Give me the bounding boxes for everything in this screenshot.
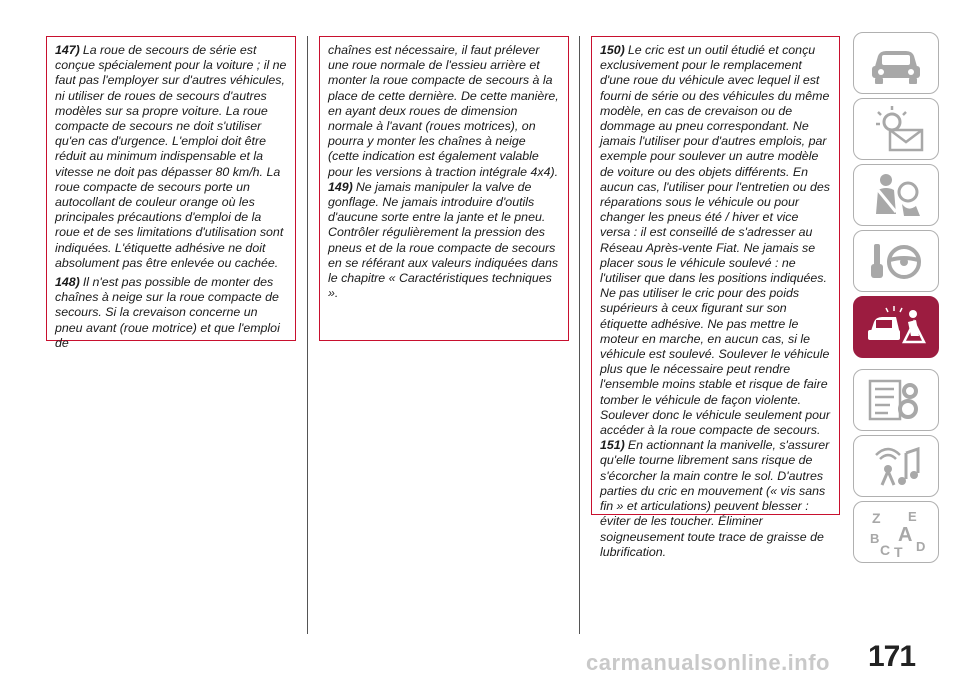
note-number: 147) — [55, 43, 80, 57]
key-steering-wheel-icon — [864, 234, 928, 288]
index-letter: T — [894, 544, 903, 559]
note-text: Le cric est un outil étudié et conçu exclusivement pour le remplacement d'une roue du véhicule avec lequel il est fourni de série ou des véhicules du même modèle, en cas de crevaison ou de dommage au pneu correspondant. Ne jamais l'utiliser pour d'autres emplois, par exemple pour soulever un autre modèle de voiture ou des objets différents. En aucun cas, l'utiliser pour l'entretien ou des réparations sous le véhicule ou pour changer les pneus été / hiver et vice versa : il est conseillé de s'adresser au Réseau Après-vente Fiat. Ne jamais se placer sous le véhicule soulevé : ne l'utiliser que dans les positions indiquées. Ne pas utiliser le cric pour des poids supérieurs à ceux figurant sur son étiquette adhésive. Ne pas mettre le moteur en marche, en aucun cas, si le véhicule est soulevé. Soulever le véhicule plus que le nécessaire peut rendre l'ensemble moins stable et risque de faire tomber le véhicule de façon violente. Soulever donc le véhicule seulement pour accéder à la roue compacte de secours. — [600, 43, 831, 438]
note-148 — [55, 275, 287, 351]
maintenance-gear-icon — [864, 373, 928, 427]
warning-note-column-1 — [46, 36, 296, 350]
note-text: Ne jamais manipuler la valve de gonflage. Ne jamais introduire d'outils d'aucune sorte entre la jante et le pneu. Contrôler régulièrement la pression des pneus et de la roue compacte de secours en se référant aux valeurs indiquées dans le chapitre « Caractéristiques techniques ». — [328, 179, 559, 301]
note-151 — [600, 438, 831, 560]
tab-emergency[interactable] — [853, 296, 939, 358]
tab-car[interactable] — [853, 32, 939, 94]
note-number: 151) — [600, 438, 625, 453]
note-150 — [600, 43, 831, 438]
alphabetical-index-icon — [864, 505, 928, 559]
tab-dashboard-lights[interactable] — [853, 98, 939, 160]
note-number: 149) — [328, 179, 353, 194]
multimedia-music-icon — [864, 439, 928, 493]
tab-multimedia[interactable] — [853, 435, 939, 497]
warning-note-column-2 — [319, 36, 569, 341]
car-icon — [864, 36, 928, 90]
index-letter: B — [870, 531, 880, 546]
column-divider — [579, 36, 580, 634]
tab-index[interactable] — [853, 501, 939, 563]
tab-starting-driving[interactable] — [853, 230, 939, 292]
index-letter: Z — [872, 510, 881, 526]
watermark: carmanualsonline.info — [586, 650, 830, 675]
note-text: Il n'est pas possible de monter des chaînes à neige sur la roue compacte de secours. Si la crevaison concerne un pneu avant (roue motrice) et que l'emploi de — [55, 275, 280, 350]
seatbelt-airbag-icon — [864, 168, 928, 222]
warning-note-column-3 — [591, 36, 840, 559]
page-number: 171 — [868, 640, 916, 673]
index-letter: C — [880, 542, 891, 558]
note-148-continued — [328, 43, 560, 180]
index-letter: A — [898, 524, 913, 546]
note-149 — [328, 180, 560, 302]
index-letter: E — [908, 509, 917, 524]
warning-light-envelope-icon — [864, 102, 928, 156]
note-text: La roue de secours de série est conçue spécialement pour la voiture ; il ne faut pas l'employer sur d'autres véhicules, ni utiliser de roues de secours d'autres modèles sur sa propre voiture. La roue compacte de secours ne doit s'utiliser qu'en cas d'urgence. L'emploi doit être réduit au minimum indispensable et la vitesse ne doit pas dépasser 80 km/h. La roue compacte de secours porte un autocollant de couleur orange où les principales précautions d'emploi de la roue et de ses limitations d'utilisation sont indiquées. L'étiquette adhésive ne doit absolument pas être enlevée ou cachée. — [55, 43, 287, 270]
note-number: 150) — [600, 43, 625, 57]
note-text: chaînes est nécessaire, il faut prélever une roue normale de l'essieu arrière et monter la roue compacte de secours à la place de cette dernière. De cette manière, en ayant deux roues de dimension normale à l'avant (roues motrices), on pourra y monter les chaînes à neige (cette indication est également valable pour les versions à traction intégrale 4x4). — [328, 43, 559, 179]
car-breakdown-icon — [864, 300, 928, 354]
index-letter: D — [916, 539, 926, 554]
tab-maintenance[interactable] — [853, 369, 939, 431]
tab-safety[interactable] — [853, 164, 939, 226]
note-147 — [55, 43, 287, 271]
note-number: 148) — [55, 275, 80, 290]
column-divider — [307, 36, 308, 634]
note-text: En actionnant la manivelle, s'assurer qu'elle tourne librement sans risque de s'écorcher la main contre le sol. D'autres parties du cric en mouvement (« vis sans fin » et articulations) peuvent blesser : éviter de les toucher. Éliminer soigneusement toute trace de graisse de lubrification. — [600, 438, 830, 559]
